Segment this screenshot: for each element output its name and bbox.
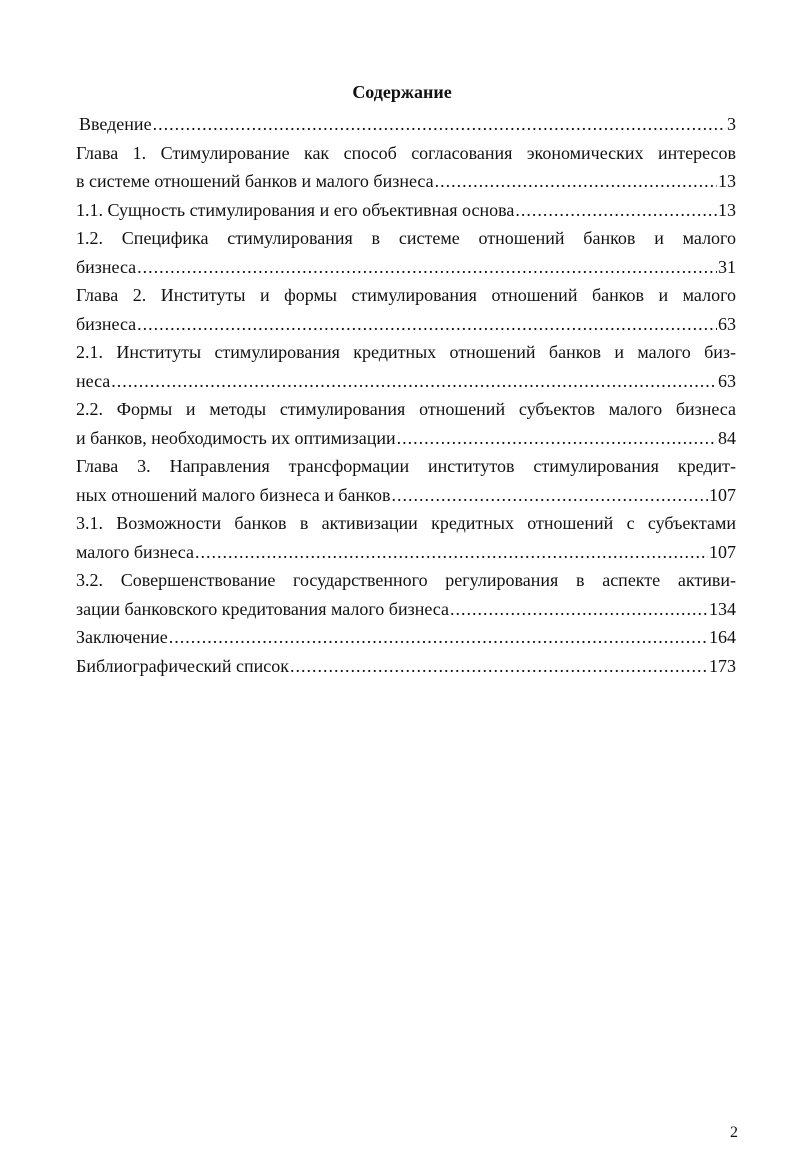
toc-entry-title: Введение [79,114,152,134]
page-title: Содержание [352,82,452,102]
dot-leader [195,538,708,567]
toc-entry [76,566,736,623]
toc-entry-line: 1.2. Специфика стимулирования в системе отношений банков и малого [76,228,736,248]
dot-leader [137,253,717,282]
toc-entry-leader-line [76,623,736,652]
toc-entry-page: 13 [718,199,736,220]
dot-leader [153,110,726,139]
toc-entry-leader-line [76,538,736,567]
toc-entry-leader-line [76,367,736,396]
toc-entry-page: 13 [718,171,736,191]
toc-entry-page: 84 [718,427,736,448]
toc-entry-leader-line [76,424,736,453]
dot-leader [397,424,717,453]
dot-leader [290,652,708,681]
toc-entry-title: в системе отношений банков и малого бизнеса [76,171,434,191]
toc-entry-line: Глава 3. Направления трансформации институтов стимулирования кредит- [76,456,736,476]
toc-entry-leader-line [76,110,736,139]
toc-entry-line: 3.2. Совершенствование государственного регулирования в аспекте активи- [76,570,736,590]
toc-entry [76,652,736,681]
toc-entry-leader-line [76,310,736,339]
toc-entry-line: Глава 2. Институты и формы стимулирования отношений банков и малого [76,285,736,305]
toc-entry-title: малого бизнеса [76,541,195,562]
toc-entry-leader-line [76,196,736,225]
toc-entry-leader-line [76,167,736,196]
toc-entry [76,452,736,509]
toc-entry-page: 107 [709,541,736,562]
toc-entry-page: 3 [727,114,736,134]
toc-entry [76,395,736,452]
toc-entry-page: 107 [709,484,736,505]
toc-entry-title: Заключение [76,627,168,647]
toc-entry-title: зации банковского кредитования малого бизнеса [76,598,449,619]
toc-entry-page: 31 [718,256,736,277]
toc-entry-page: 164 [709,627,736,647]
toc-entry [76,281,736,338]
toc-entry-page: 134 [709,598,736,619]
dot-leader [450,595,708,624]
dot-leader [435,167,717,196]
toc-entry [76,196,736,225]
toc-entry-line: 3.1. Возможности банков в активизации кредитных отношений с субъектами [76,513,736,533]
page-number: 2 [730,1124,738,1141]
toc-entry-leader-line [76,652,736,681]
dot-leader [111,367,717,396]
toc-entry-title: ных отношений малого бизнеса и банков [76,484,391,505]
toc-entry-leader-line [76,481,736,510]
dot-leader [137,310,717,339]
table-of-contents [76,110,736,680]
toc-entry-page: 63 [718,370,736,391]
toc-entry-line: 2.1. Институты стимулирования кредитных отношений банков и малого биз- [76,342,736,362]
toc-entry-page: 63 [718,313,736,334]
toc-entry [76,110,736,139]
dot-leader [515,196,717,225]
toc-entry-title: 1.1. Сущность стимулирования и его объективная основа [76,199,515,220]
toc-entry [76,509,736,566]
toc-entry-title: Библиографический список [76,655,289,676]
toc-entry-line: Глава 1. Стимулирование как способ согласования экономических интересов [76,142,736,163]
dot-leader [391,481,708,510]
toc-entry-title: бизнеса [76,313,137,334]
toc-entry [76,224,736,281]
toc-entry [76,338,736,395]
toc-entry-title: и банков, необходимость их оптимизации [76,427,396,448]
dot-leader [169,623,708,652]
toc-entry-page: 173 [709,655,736,676]
toc-entry-line: 2.2. Формы и методы стимулирования отношений субъектов малого бизнеса [76,399,736,419]
toc-entry [76,623,736,652]
toc-entry-title: бизнеса [76,256,137,277]
toc-entry [76,139,736,196]
toc-entry-leader-line [76,253,736,282]
toc-entry-title: неса [76,370,111,391]
toc-entry-leader-line [76,595,736,624]
